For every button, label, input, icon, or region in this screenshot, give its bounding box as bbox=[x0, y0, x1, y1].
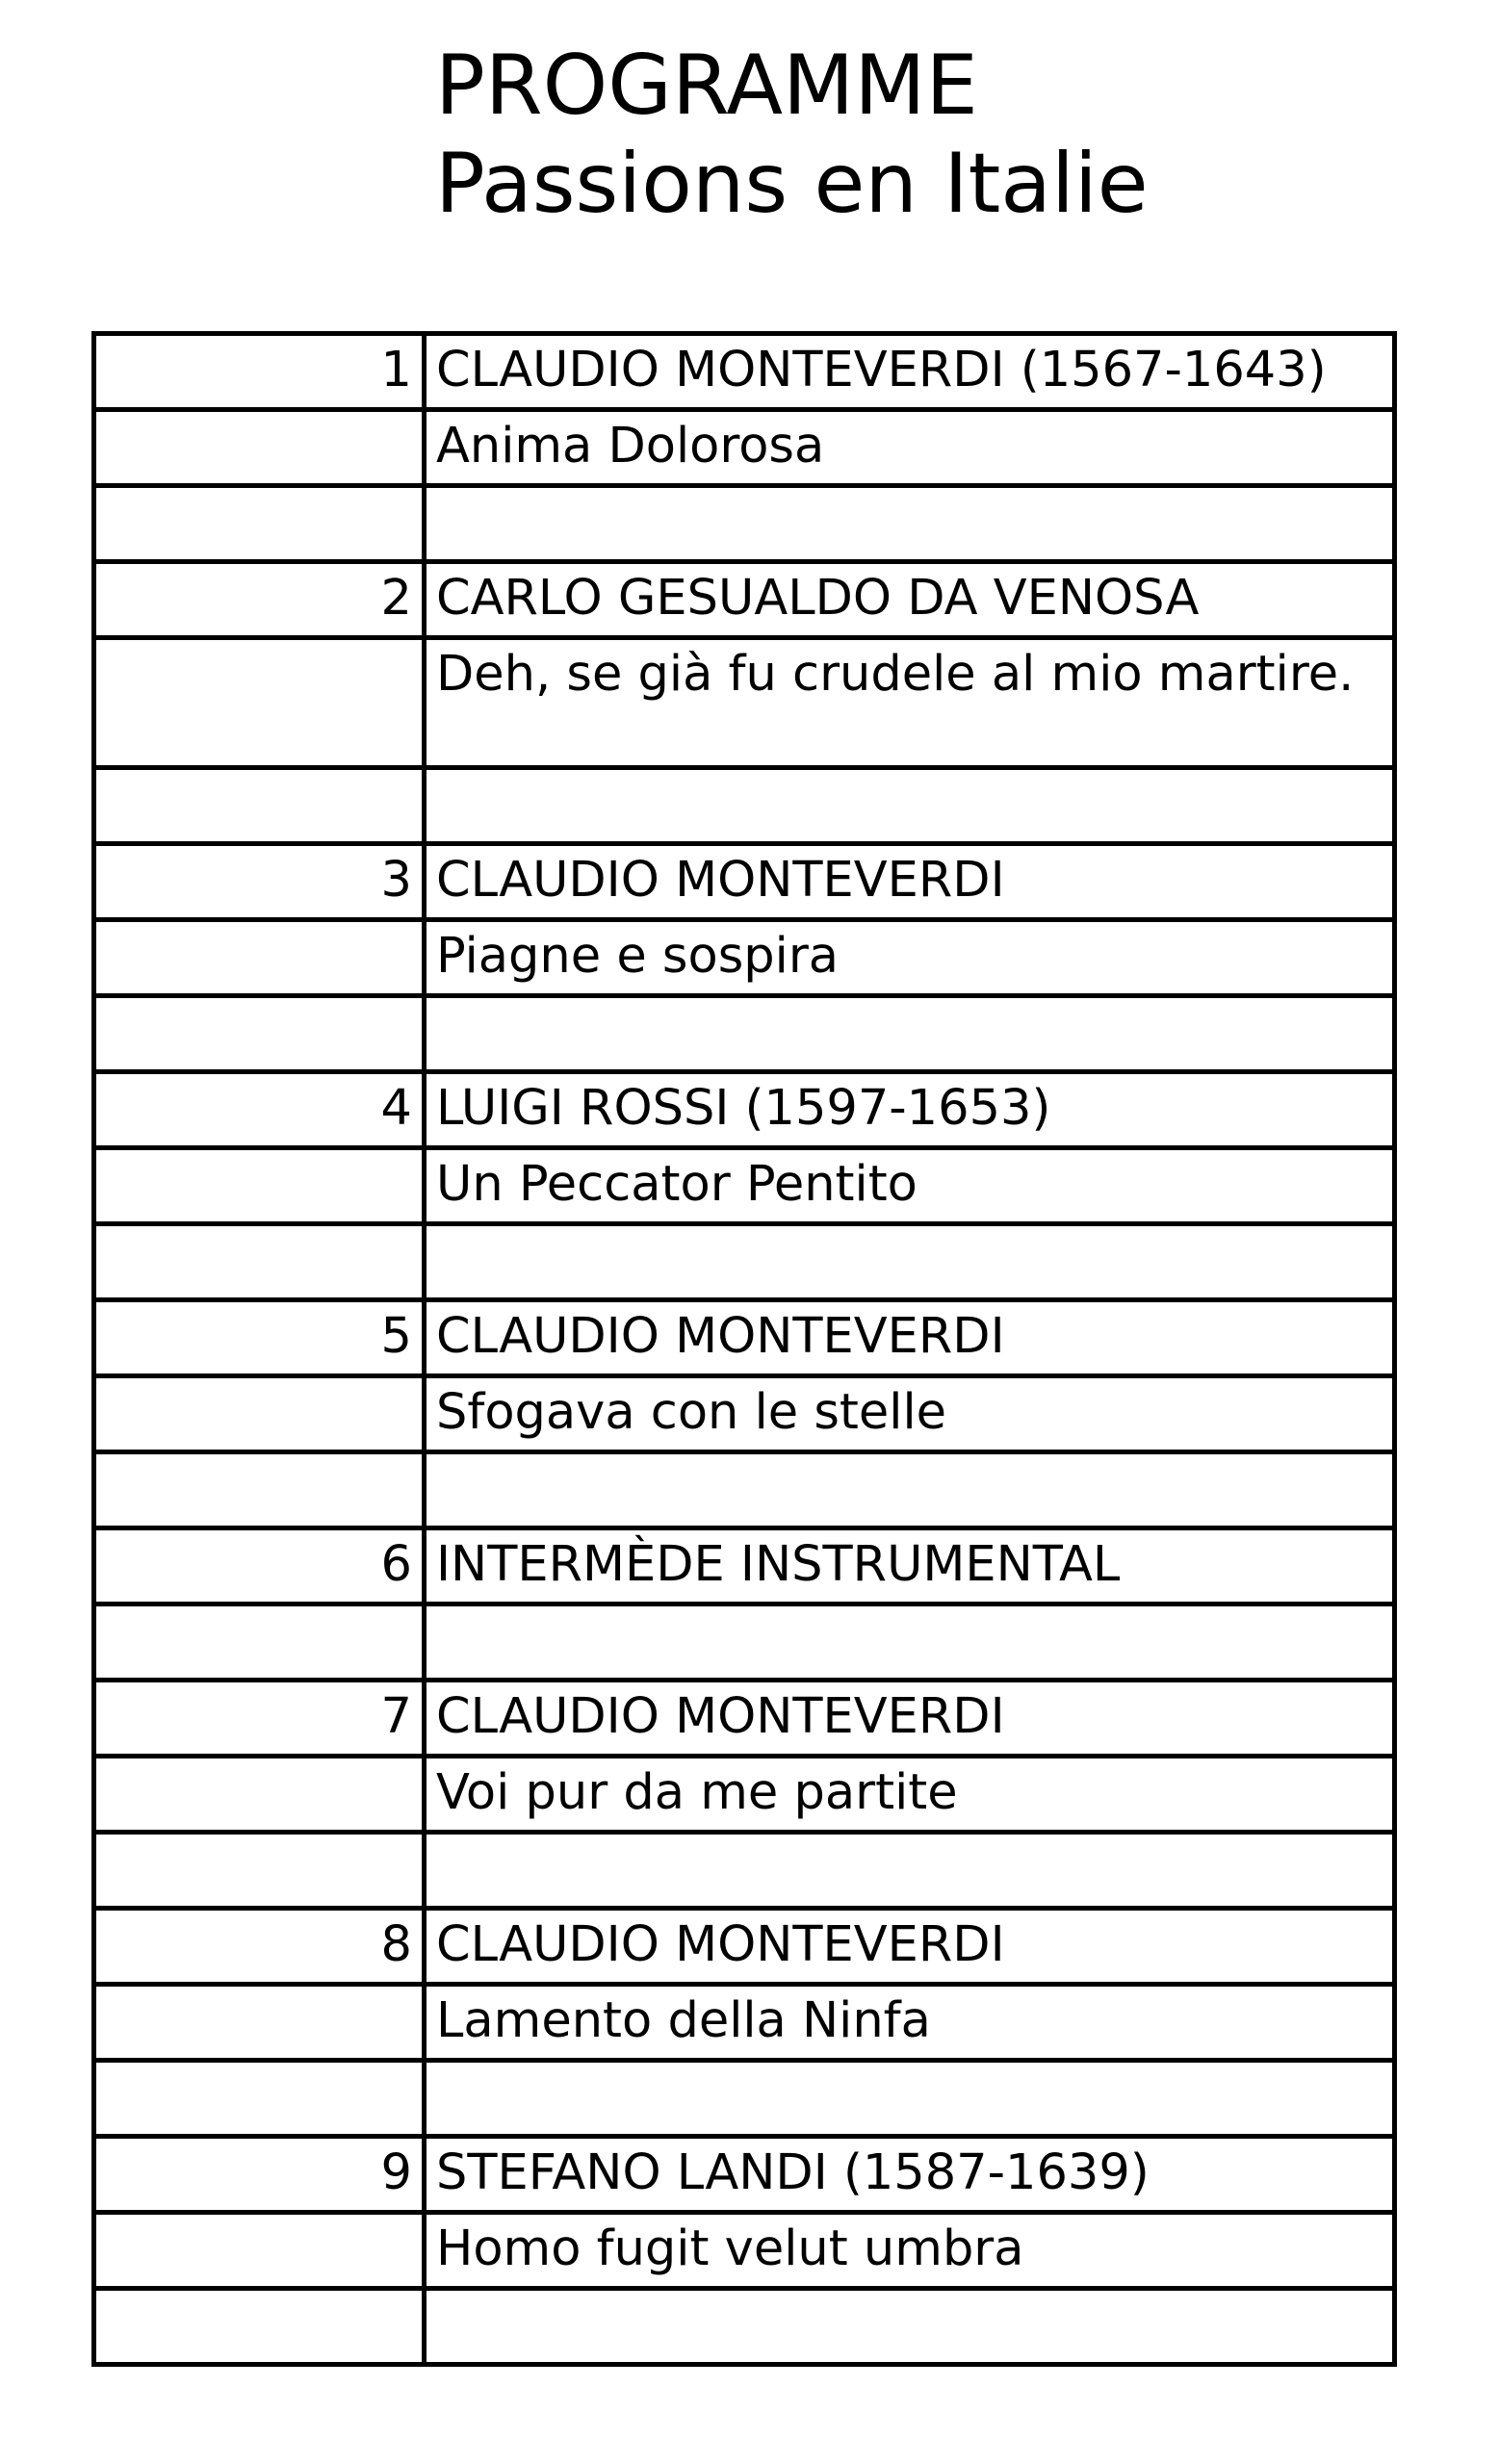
spacer-row bbox=[94, 2061, 1395, 2137]
spacer-row bbox=[94, 1224, 1395, 1300]
work-cell: Deh, se già fu crudele al mio martire. bbox=[425, 638, 1395, 768]
composer-cell: INTERMÈDE INSTRUMENTAL bbox=[425, 1528, 1395, 1604]
empty-cell bbox=[94, 920, 425, 996]
empty-cell bbox=[425, 2061, 1395, 2137]
empty-cell bbox=[94, 1148, 425, 1224]
empty-cell bbox=[425, 486, 1395, 562]
table-row bbox=[94, 1909, 1395, 1985]
item-number: 2 bbox=[94, 562, 425, 638]
work-cell: Anima Dolorosa bbox=[425, 410, 1395, 486]
empty-cell bbox=[425, 1833, 1395, 1909]
title-programme: PROGRAMME bbox=[435, 38, 978, 134]
empty-cell bbox=[425, 768, 1395, 844]
programme-table bbox=[91, 331, 1397, 2367]
empty-cell bbox=[94, 1604, 425, 1681]
item-number: 9 bbox=[94, 2137, 425, 2213]
empty-cell bbox=[94, 2289, 425, 2365]
table-row bbox=[94, 410, 1395, 486]
composer-cell: CARLO GESUALDO DA VENOSA bbox=[425, 562, 1395, 638]
spacer-row bbox=[94, 486, 1395, 562]
table-row bbox=[94, 844, 1395, 920]
table-row bbox=[94, 1376, 1395, 1452]
empty-cell bbox=[425, 1604, 1395, 1681]
spacer-row bbox=[94, 996, 1395, 1072]
composer-cell: CLAUDIO MONTEVERDI bbox=[425, 1300, 1395, 1376]
table-row bbox=[94, 1757, 1395, 1833]
table-row bbox=[94, 2137, 1395, 2213]
composer-cell: CLAUDIO MONTEVERDI bbox=[425, 1909, 1395, 1985]
item-number: 6 bbox=[94, 1528, 425, 1604]
composer-cell: CLAUDIO MONTEVERDI bbox=[425, 1681, 1395, 1757]
table-row bbox=[94, 334, 1395, 410]
empty-cell bbox=[94, 996, 425, 1072]
spacer-row bbox=[94, 1833, 1395, 1909]
empty-cell bbox=[94, 1224, 425, 1300]
table-row bbox=[94, 920, 1395, 996]
empty-cell bbox=[425, 996, 1395, 1072]
spacer-row bbox=[94, 1452, 1395, 1528]
composer-cell: STEFANO LANDI (1587-1639) bbox=[425, 2137, 1395, 2213]
table-row bbox=[94, 1528, 1395, 1604]
table-row bbox=[94, 1300, 1395, 1376]
item-number: 5 bbox=[94, 1300, 425, 1376]
empty-cell bbox=[94, 2213, 425, 2289]
work-cell: Voi pur da me partite bbox=[425, 1757, 1395, 1833]
composer-cell: CLAUDIO MONTEVERDI (1567-1643) bbox=[425, 334, 1395, 410]
empty-cell bbox=[94, 1985, 425, 2061]
page-title bbox=[435, 37, 1149, 233]
table-row bbox=[94, 638, 1395, 768]
work-cell: Un Peccator Pentito bbox=[425, 1148, 1395, 1224]
empty-cell bbox=[94, 410, 425, 486]
empty-cell bbox=[425, 1224, 1395, 1300]
empty-cell bbox=[425, 2289, 1395, 2365]
title-concert-name: Passions en Italie bbox=[435, 136, 1149, 232]
empty-cell bbox=[94, 768, 425, 844]
work-cell: Sfogava con le stelle bbox=[425, 1376, 1395, 1452]
table-row bbox=[94, 562, 1395, 638]
spacer-row bbox=[94, 2289, 1395, 2365]
empty-cell bbox=[94, 486, 425, 562]
work-cell: Piagne e sospira bbox=[425, 920, 1395, 996]
table-row bbox=[94, 1681, 1395, 1757]
item-number: 4 bbox=[94, 1072, 425, 1148]
composer-cell: LUIGI ROSSI (1597-1653) bbox=[425, 1072, 1395, 1148]
empty-cell bbox=[425, 1452, 1395, 1528]
empty-cell bbox=[94, 1757, 425, 1833]
work-cell: Homo fugit velut umbra bbox=[425, 2213, 1395, 2289]
empty-cell bbox=[94, 1376, 425, 1452]
composer-cell: CLAUDIO MONTEVERDI bbox=[425, 844, 1395, 920]
table-row bbox=[94, 1148, 1395, 1224]
table-row bbox=[94, 1985, 1395, 2061]
work-cell: Lamento della Ninfa bbox=[425, 1985, 1395, 2061]
item-number: 3 bbox=[94, 844, 425, 920]
item-number: 7 bbox=[94, 1681, 425, 1757]
table-row bbox=[94, 1072, 1395, 1148]
empty-cell bbox=[94, 2061, 425, 2137]
table-row bbox=[94, 2213, 1395, 2289]
spacer-row bbox=[94, 768, 1395, 844]
item-number: 8 bbox=[94, 1909, 425, 1985]
empty-cell bbox=[94, 638, 425, 768]
empty-cell bbox=[94, 1833, 425, 1909]
item-number: 1 bbox=[94, 334, 425, 410]
empty-cell bbox=[94, 1452, 425, 1528]
spacer-row bbox=[94, 1604, 1395, 1681]
